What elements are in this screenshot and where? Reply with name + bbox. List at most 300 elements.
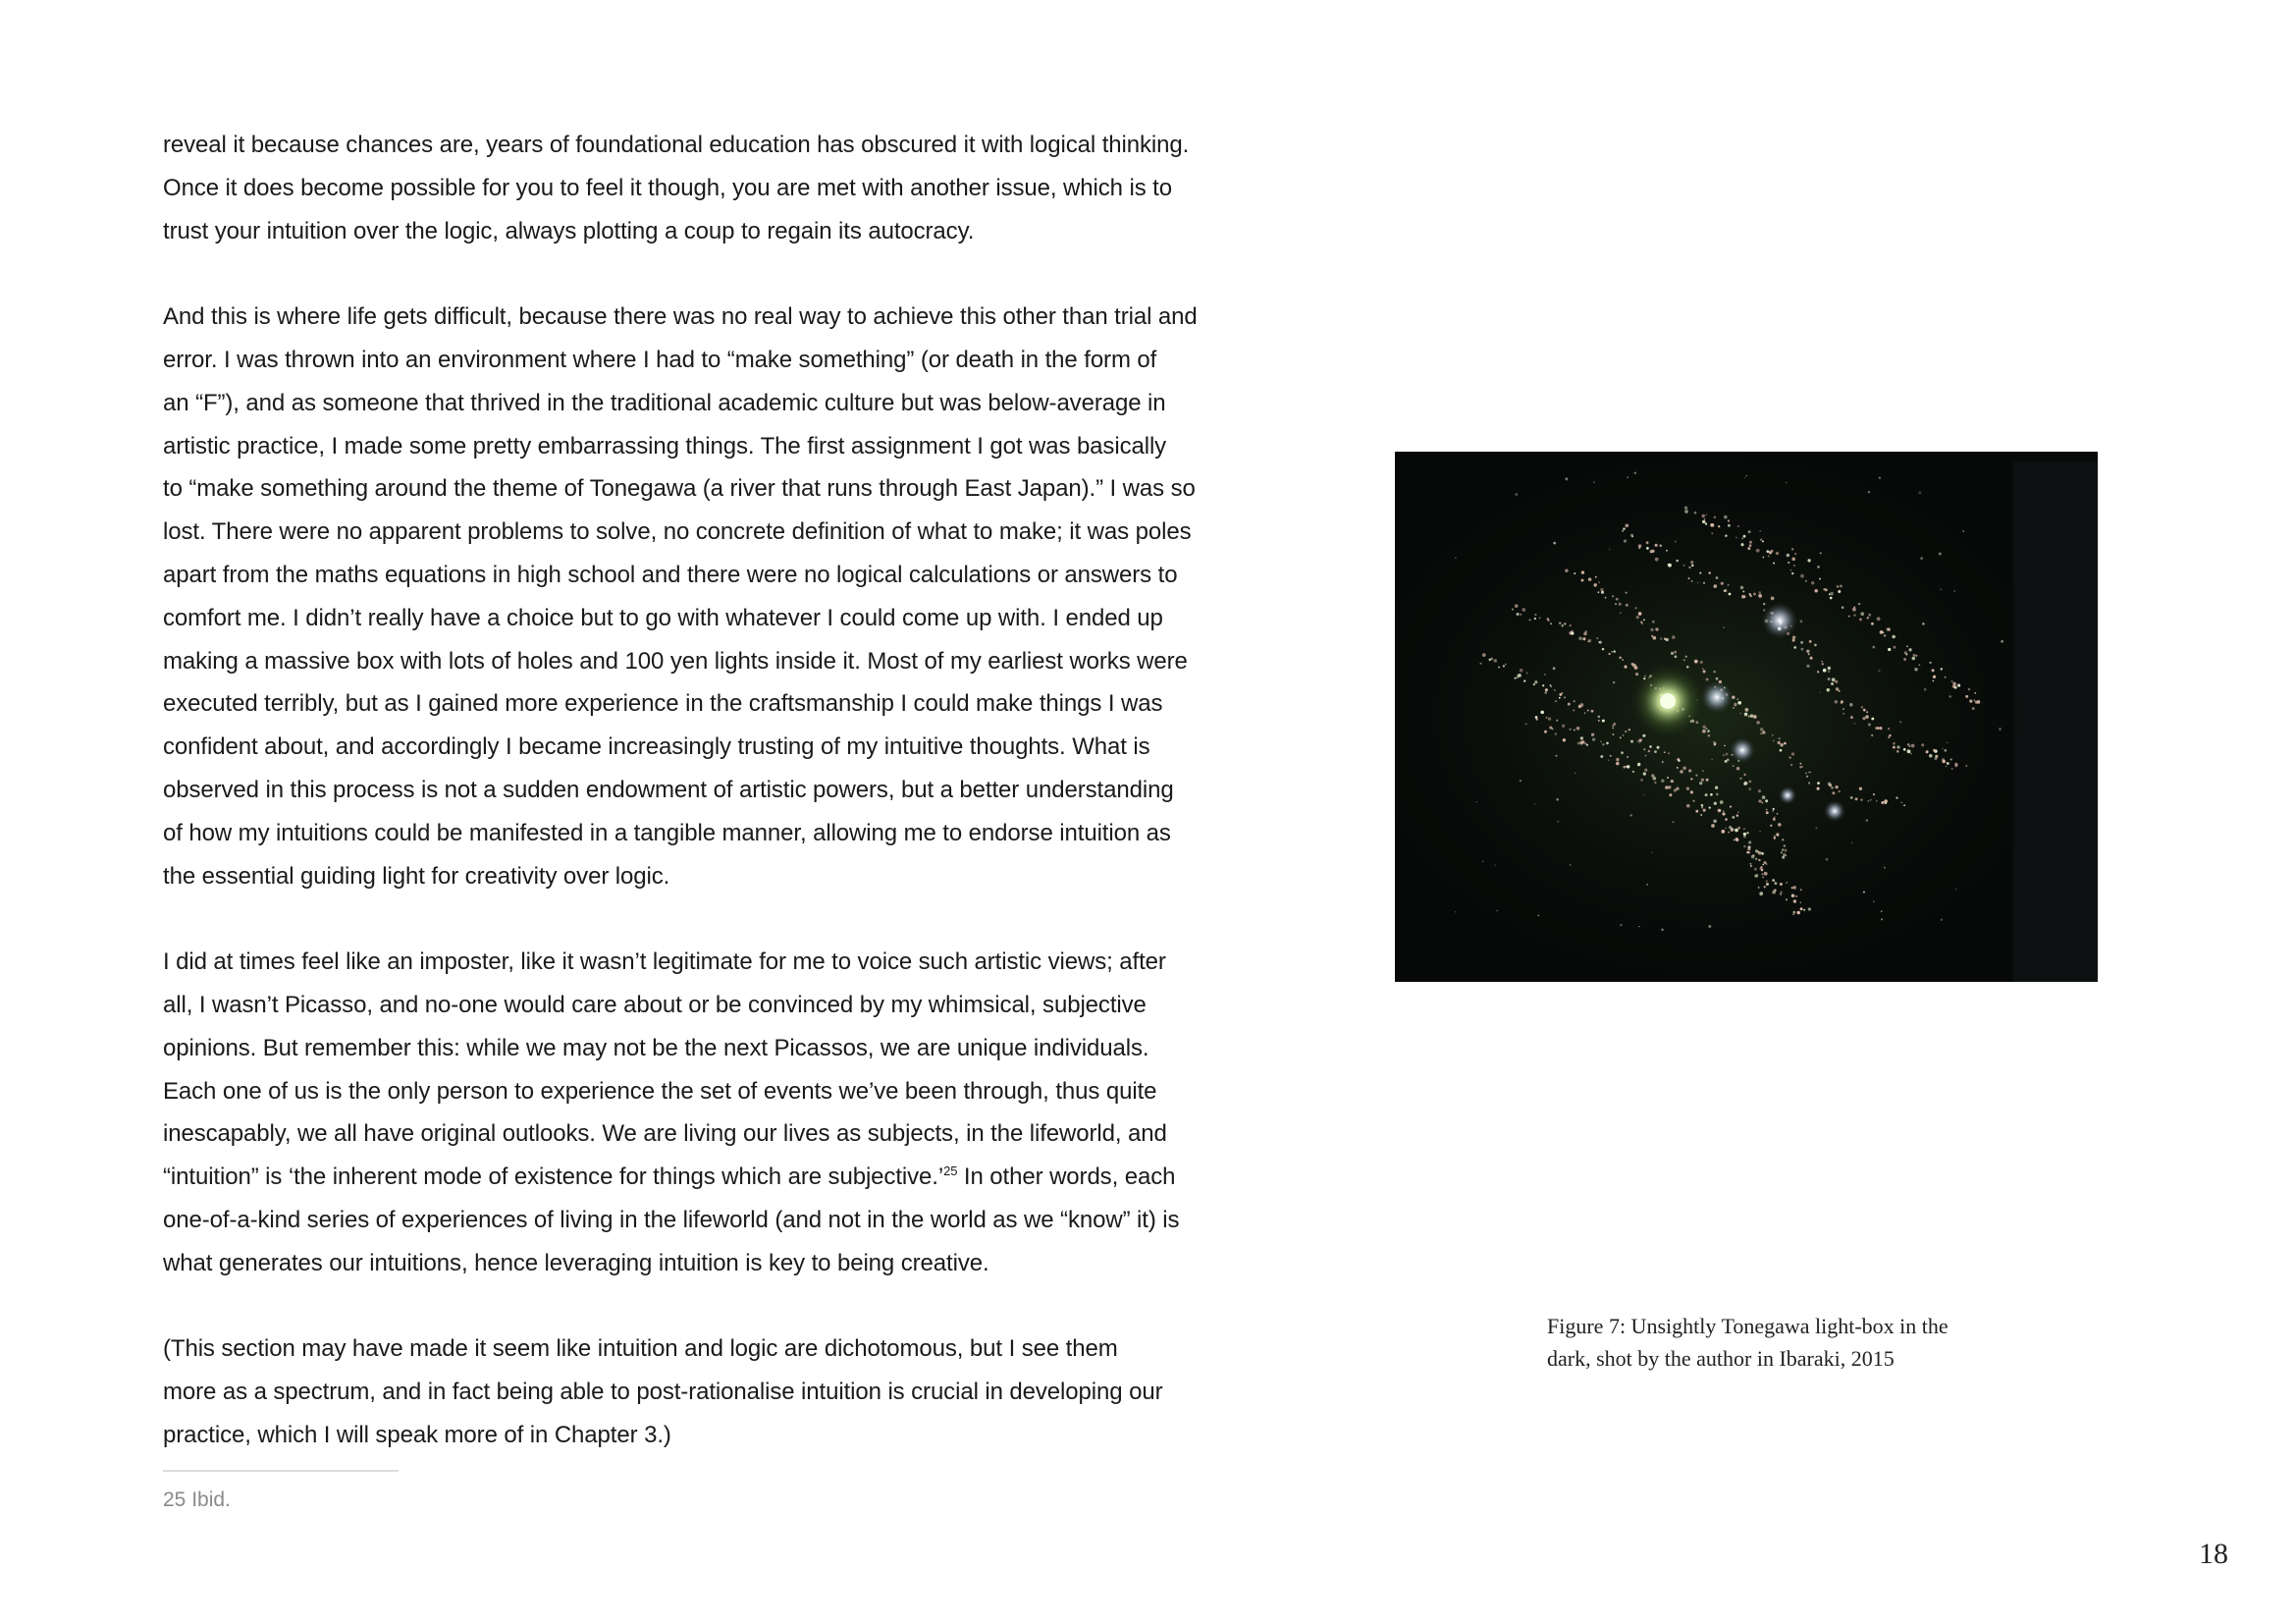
pinhole-dot bbox=[1612, 595, 1614, 597]
pinhole-dot bbox=[1965, 765, 1967, 767]
pinhole-dot bbox=[1859, 619, 1862, 622]
pinhole-dot bbox=[1544, 674, 1546, 676]
pinhole-dot bbox=[1652, 852, 1653, 853]
pinhole-dot bbox=[1851, 841, 1853, 843]
pinhole-dot bbox=[1539, 618, 1541, 620]
pinhole-dot bbox=[1659, 544, 1662, 547]
pinhole-dot bbox=[1684, 507, 1688, 511]
pinhole-dot bbox=[1751, 855, 1755, 859]
pinhole-dot bbox=[1587, 710, 1589, 712]
pinhole-dot bbox=[1552, 728, 1554, 730]
pinhole-dot bbox=[1557, 821, 1559, 823]
pinhole-dot bbox=[1529, 619, 1531, 621]
pinhole-dot bbox=[1877, 617, 1881, 621]
pinhole-dot bbox=[1714, 516, 1716, 518]
pinhole-dot bbox=[1729, 826, 1732, 829]
pinhole-dot bbox=[1699, 782, 1702, 785]
pinhole-dot bbox=[1748, 716, 1750, 718]
pinhole-dot bbox=[1750, 714, 1753, 717]
pinhole-dot bbox=[1951, 680, 1953, 682]
pinhole-dot bbox=[1754, 874, 1757, 877]
text-line: apart from the maths equations in high school and there were no logical calculations or answers to bbox=[163, 561, 1178, 588]
pinhole-dot bbox=[1853, 607, 1855, 609]
pinhole-dot bbox=[1827, 688, 1830, 691]
pinhole-dot bbox=[1514, 677, 1516, 679]
bright-light-core bbox=[1660, 693, 1676, 709]
text-line: confident about, and accordingly I became increasingly trusting of my intuitive thoughts. What is bbox=[163, 733, 1150, 761]
pinhole-dot bbox=[1668, 752, 1670, 754]
pinhole-dot bbox=[1708, 571, 1710, 573]
pinhole-dot bbox=[1650, 628, 1653, 631]
pinhole-dot bbox=[1912, 657, 1916, 661]
text-line: the essential guiding light for creativity over logic. bbox=[163, 862, 670, 890]
pinhole-dot bbox=[1808, 782, 1810, 784]
pinhole-dot bbox=[1632, 664, 1636, 668]
pinhole-dot bbox=[1810, 657, 1813, 660]
pinhole-dot bbox=[1743, 595, 1746, 598]
pinhole-dot bbox=[1717, 809, 1720, 812]
pinhole-dot bbox=[1784, 849, 1787, 852]
pinhole-dot bbox=[1744, 477, 1745, 478]
pinhole-dot bbox=[1701, 779, 1704, 782]
pinhole-dot bbox=[1743, 845, 1745, 847]
paragraph-4 bbox=[163, 1327, 1253, 1456]
pinhole-dot bbox=[1918, 491, 1921, 494]
pinhole-dot bbox=[1762, 731, 1766, 734]
pinhole-dot bbox=[1799, 763, 1801, 765]
pinhole-dot bbox=[1808, 653, 1810, 655]
pinhole-dot bbox=[1668, 564, 1672, 568]
pinhole-dot bbox=[1777, 813, 1779, 815]
pinhole-dot bbox=[1741, 537, 1743, 539]
pinhole-dot bbox=[1805, 773, 1807, 775]
pinhole-dot bbox=[1701, 806, 1703, 808]
pinhole-dot bbox=[1946, 766, 1947, 767]
pinhole-dot bbox=[1764, 872, 1768, 876]
text-line: to “make something around the theme of Tonegawa (a river that runs through East Japan).” I was so bbox=[163, 475, 1196, 503]
pinhole-dot bbox=[1858, 603, 1861, 606]
pinhole-dot bbox=[1706, 779, 1709, 782]
pinhole-dot bbox=[1800, 889, 1802, 891]
pinhole-dot bbox=[1686, 804, 1690, 808]
pinhole-dot bbox=[1762, 795, 1766, 799]
pinhole-dot bbox=[1550, 623, 1552, 624]
text-line: more as a spectrum, and in fact being able to post-rationalise intuition is crucial in developing our bbox=[163, 1379, 1163, 1406]
pinhole-dot bbox=[1568, 703, 1571, 706]
pinhole-dot bbox=[1932, 669, 1935, 672]
pinhole-dot bbox=[1793, 565, 1795, 567]
text-continuation: In other words, each bbox=[957, 1164, 1176, 1191]
pinhole-dot bbox=[1576, 727, 1580, 731]
pinhole-dot bbox=[1623, 527, 1625, 529]
pinhole-dot bbox=[1835, 700, 1838, 703]
pinhole-dot bbox=[1555, 700, 1557, 702]
pinhole-dot bbox=[1850, 716, 1853, 719]
pinhole-dot bbox=[1750, 595, 1752, 597]
pinhole-dot bbox=[1713, 671, 1716, 674]
pinhole-dot bbox=[1724, 590, 1726, 592]
pinhole-dot bbox=[1906, 645, 1908, 647]
text-line: inescapably, we all have original outlooks. We are living our lives as subjects, in the lifeworld, and bbox=[163, 1120, 1167, 1148]
pinhole-dot bbox=[1542, 684, 1544, 686]
pinhole-dot bbox=[1888, 648, 1891, 651]
pinhole-dot bbox=[1593, 583, 1596, 586]
pinhole-dot bbox=[1644, 769, 1647, 772]
pinhole-dot bbox=[1747, 547, 1750, 550]
pinhole-dot bbox=[1685, 656, 1687, 658]
pinhole-dot bbox=[1688, 577, 1690, 579]
pinhole-dot bbox=[1705, 522, 1707, 524]
pinhole-dot bbox=[1649, 745, 1652, 748]
pinhole-dot bbox=[2001, 640, 2003, 643]
pinhole-dot bbox=[1865, 715, 1869, 719]
pinhole-dot bbox=[1780, 891, 1782, 893]
pinhole-dot bbox=[1611, 651, 1613, 653]
pinhole-dot bbox=[1534, 680, 1537, 683]
pinhole-dot bbox=[1881, 801, 1884, 804]
pinhole-dot bbox=[1559, 697, 1561, 699]
pinhole-dot bbox=[1615, 603, 1617, 605]
pinhole-dot bbox=[1903, 748, 1906, 751]
pinhole-dot bbox=[1704, 518, 1706, 520]
pinhole-dot bbox=[1643, 772, 1646, 775]
pinhole-dot bbox=[1792, 886, 1796, 890]
pinhole-dot bbox=[1649, 550, 1652, 553]
pinhole-dot bbox=[1547, 618, 1550, 621]
pinhole-dot bbox=[1853, 723, 1855, 725]
pinhole-dot bbox=[1784, 742, 1787, 745]
pinhole-dot bbox=[1683, 659, 1685, 661]
pinhole-dot bbox=[1942, 747, 1944, 749]
pinhole-dot bbox=[1887, 627, 1890, 630]
pinhole-dot bbox=[1664, 751, 1666, 753]
pinhole-dot bbox=[1525, 723, 1527, 725]
pinhole-dot bbox=[1761, 873, 1763, 875]
pinhole-dot bbox=[1520, 780, 1522, 782]
pinhole-dot bbox=[1708, 925, 1711, 928]
pinhole-dot bbox=[1535, 614, 1537, 616]
pinhole-dot bbox=[1836, 687, 1840, 691]
pinhole-dot bbox=[1867, 617, 1870, 620]
pinhole-dot bbox=[1772, 734, 1774, 736]
pinhole-dot bbox=[1969, 700, 1972, 703]
pinhole-dot bbox=[1951, 768, 1953, 770]
pinhole-dot bbox=[1801, 766, 1803, 768]
pinhole-dot bbox=[1657, 746, 1660, 749]
pinhole-dot bbox=[1896, 750, 1899, 753]
pinhole-dot bbox=[1835, 680, 1838, 683]
pinhole-dot bbox=[1933, 749, 1936, 752]
pinhole-dot bbox=[1806, 665, 1809, 668]
pinhole-dot bbox=[1760, 539, 1762, 541]
pinhole-dot bbox=[1739, 713, 1741, 715]
pinhole-dot bbox=[1639, 738, 1642, 741]
pinhole-dot bbox=[1573, 709, 1575, 711]
pinhole-dot bbox=[1476, 801, 1477, 802]
pinhole-dot bbox=[1494, 659, 1498, 663]
pinhole-dot bbox=[1559, 622, 1562, 624]
pinhole-dot bbox=[1716, 793, 1719, 796]
pinhole-dot bbox=[1709, 806, 1711, 808]
pinhole-dot bbox=[1780, 883, 1783, 886]
pinhole-dot bbox=[1556, 720, 1558, 722]
pinhole-dot bbox=[1580, 703, 1584, 707]
pinhole-dot bbox=[1791, 572, 1793, 574]
pinhole-dot bbox=[1718, 525, 1720, 527]
pinhole-dot bbox=[1638, 544, 1641, 547]
body-text bbox=[163, 124, 1253, 1500]
pinhole-dot bbox=[1554, 689, 1556, 691]
text-line: (This section may have made it seem like intuition and logic are dichotomous, but I see them bbox=[163, 1335, 1118, 1363]
pinhole-dot bbox=[1706, 514, 1708, 516]
pinhole-dot bbox=[1495, 864, 1496, 865]
pinhole-dot bbox=[1455, 557, 1456, 558]
pinhole-dot bbox=[1691, 565, 1693, 567]
pinhole-dot bbox=[1780, 743, 1783, 746]
pinhole-dot bbox=[1748, 530, 1751, 533]
text-line: error. I was thrown into an environment where I had to “make something” (or death in the form of bbox=[163, 346, 1157, 373]
pinhole-dot bbox=[1655, 627, 1658, 630]
pinhole-dot bbox=[1820, 692, 1821, 693]
pinhole-dot bbox=[1711, 824, 1715, 828]
caption-line: Figure 7: Unsightly Tonegawa light-box in the bbox=[1547, 1314, 1949, 1338]
pinhole-dot bbox=[1761, 869, 1764, 872]
pinhole-dot bbox=[1707, 730, 1710, 732]
pinhole-dot bbox=[1612, 727, 1614, 729]
pinhole-dot bbox=[1728, 832, 1730, 834]
pinhole-dot bbox=[1957, 684, 1960, 687]
pinhole-dot bbox=[1743, 836, 1746, 839]
pinhole-dot bbox=[1555, 732, 1558, 735]
pinhole-dot bbox=[1760, 866, 1762, 868]
pinhole-dot bbox=[1522, 608, 1525, 612]
pinhole-dot bbox=[1591, 733, 1594, 736]
pinhole-dot bbox=[1822, 663, 1824, 665]
pinhole-dot bbox=[1773, 818, 1776, 821]
pinhole-dot bbox=[1911, 744, 1915, 748]
light-point bbox=[1823, 799, 1846, 823]
pinhole-dot bbox=[1535, 716, 1538, 719]
pinhole-dot bbox=[1749, 541, 1752, 544]
pinhole-dot bbox=[1749, 781, 1752, 784]
pinhole-dot bbox=[1621, 751, 1624, 754]
pinhole-dot bbox=[1574, 572, 1575, 574]
pinhole-dot bbox=[1972, 707, 1975, 710]
pinhole-dot bbox=[1789, 757, 1791, 759]
pinhole-dot bbox=[1915, 655, 1917, 657]
pinhole-dot bbox=[1682, 767, 1686, 771]
pinhole-dot bbox=[1655, 558, 1659, 562]
pinhole-dot bbox=[1620, 612, 1622, 614]
pinhole-dot bbox=[1646, 541, 1649, 544]
pinhole-dot bbox=[1762, 864, 1764, 866]
pinhole-dot bbox=[1553, 542, 1556, 545]
pinhole-dot bbox=[1903, 804, 1905, 806]
pinhole-dot bbox=[1564, 623, 1566, 624]
pinhole-dot bbox=[1894, 646, 1896, 649]
pinhole-dot bbox=[1841, 701, 1843, 704]
pinhole-dot bbox=[1735, 839, 1738, 841]
pinhole-dot bbox=[1758, 594, 1762, 598]
pinhole-dot bbox=[1749, 544, 1752, 547]
text-line: opinions. But remember this: while we may not be the next Picassos, we are unique individuals. bbox=[163, 1034, 1149, 1061]
paragraph-1 bbox=[163, 124, 1253, 252]
pinhole-dot bbox=[1792, 635, 1796, 639]
pinhole-dot bbox=[1933, 676, 1936, 678]
text-line: making a massive box with lots of holes and 100 yen lights inside it. Most of my earliest works were bbox=[163, 647, 1188, 675]
pinhole-dot bbox=[1876, 800, 1878, 802]
pinhole-dot bbox=[1953, 682, 1957, 686]
text-line: trust your intuition over the logic, always plotting a coup to regain its autocracy. bbox=[163, 217, 975, 244]
pinhole-dot bbox=[1809, 772, 1811, 774]
pinhole-dot bbox=[1786, 482, 1788, 484]
pinhole-dot bbox=[1947, 741, 1949, 743]
pinhole-dot bbox=[1602, 720, 1605, 723]
pinhole-dot bbox=[1737, 701, 1741, 705]
pinhole-dot bbox=[1766, 550, 1769, 553]
pinhole-dot bbox=[1773, 740, 1775, 742]
footnote-reference[interactable]: 25 bbox=[943, 1164, 958, 1179]
pinhole-dot bbox=[1695, 775, 1697, 777]
pinhole-dot bbox=[1782, 856, 1785, 859]
pinhole-dot bbox=[1676, 560, 1679, 563]
pinhole-dot bbox=[1574, 730, 1575, 731]
pinhole-dot bbox=[1954, 686, 1957, 689]
pinhole-dot bbox=[1877, 727, 1880, 730]
pinhole-dot bbox=[1866, 711, 1868, 713]
pinhole-dot bbox=[1652, 621, 1655, 623]
pinhole-dot bbox=[1578, 636, 1582, 640]
pinhole-dot bbox=[1940, 589, 1941, 590]
pinhole-dot bbox=[1695, 810, 1698, 813]
pinhole-dot bbox=[1581, 579, 1584, 582]
text-line: comfort me. I didn’t really have a choice but to go with whatever I could come up with. I ended up bbox=[163, 604, 1163, 631]
pinhole-dot bbox=[1616, 762, 1620, 766]
pinhole-dot bbox=[1872, 646, 1875, 649]
pinhole-dot bbox=[1939, 553, 1942, 556]
pinhole-dot bbox=[1648, 750, 1651, 753]
pinhole-dot bbox=[1595, 576, 1597, 578]
pinhole-dot bbox=[1512, 609, 1514, 611]
pinhole-dot bbox=[1781, 851, 1783, 853]
pinhole-dot bbox=[1819, 578, 1821, 580]
text-line: an “F”), and as someone that thrived in the traditional academic culture but was below-average in bbox=[163, 389, 1166, 416]
pinhole-dot bbox=[1790, 569, 1792, 571]
pinhole-dot bbox=[1489, 659, 1492, 662]
pinhole-dot bbox=[1955, 889, 1956, 890]
pinhole-dot bbox=[1586, 744, 1588, 746]
pinhole-dot bbox=[1744, 713, 1748, 717]
pinhole-dot bbox=[1676, 787, 1680, 791]
pinhole-dot bbox=[1715, 786, 1718, 789]
pinhole-dot bbox=[1740, 586, 1743, 589]
pinhole-dot bbox=[1713, 584, 1717, 588]
pinhole-dot bbox=[1668, 785, 1672, 789]
pinhole-dot bbox=[1905, 654, 1907, 656]
pinhole-dot bbox=[1884, 634, 1887, 637]
pinhole-dot bbox=[1536, 718, 1538, 720]
text-line: of how my intuitions could be manifested in a tangible manner, allowing me to endorse intuition as bbox=[163, 819, 1171, 846]
pinhole-dot bbox=[1871, 623, 1874, 625]
pinhole-dot bbox=[1703, 809, 1706, 812]
pinhole-dot bbox=[1965, 695, 1968, 698]
pinhole-dot bbox=[1907, 743, 1909, 745]
pinhole-dot bbox=[1782, 848, 1784, 850]
pinhole-dot bbox=[1811, 581, 1814, 584]
pinhole-dot bbox=[1565, 568, 1568, 571]
pinhole-dot bbox=[1645, 755, 1647, 757]
pinhole-dot bbox=[1520, 669, 1523, 673]
pinhole-dot bbox=[1908, 745, 1910, 747]
pinhole-dot bbox=[1737, 827, 1740, 830]
pinhole-dot bbox=[1612, 733, 1614, 735]
pinhole-dot bbox=[1871, 718, 1874, 721]
pinhole-dot bbox=[1871, 734, 1873, 736]
pinhole-dot bbox=[1632, 771, 1634, 773]
pinhole-dot bbox=[1860, 799, 1862, 801]
pinhole-dot bbox=[1723, 626, 1725, 628]
pinhole-dot bbox=[1828, 667, 1831, 670]
pinhole-dot bbox=[1766, 811, 1769, 814]
pinhole-dot bbox=[1941, 668, 1943, 670]
pinhole-dot bbox=[1888, 728, 1890, 730]
page-number: 18 bbox=[2199, 1538, 2228, 1570]
pinhole-dot bbox=[1723, 810, 1725, 812]
text-line: what generates our intuitions, hence leveraging intuition is key to being creative. bbox=[163, 1249, 989, 1276]
pinhole-dot bbox=[1574, 700, 1575, 702]
text-line: practice, which I will speak more of in Chapter 3.) bbox=[163, 1421, 671, 1448]
pinhole-dot bbox=[1779, 737, 1781, 739]
text-line-with-footnote bbox=[163, 1156, 1253, 1199]
pinhole-dot bbox=[1908, 648, 1911, 651]
pinhole-dot bbox=[1800, 621, 1803, 623]
pinhole-dot bbox=[1575, 773, 1576, 775]
pinhole-dot bbox=[1792, 911, 1795, 914]
pinhole-dot bbox=[1702, 770, 1704, 772]
pinhole-dot bbox=[1540, 711, 1544, 715]
pinhole-dot bbox=[1772, 879, 1774, 881]
pinhole-dot bbox=[1703, 670, 1705, 672]
pinhole-dot bbox=[1743, 833, 1746, 836]
pinhole-dot bbox=[1762, 877, 1764, 879]
pinhole-dot bbox=[1766, 880, 1768, 882]
pinhole-dot bbox=[1791, 752, 1794, 755]
pinhole-dot bbox=[1761, 852, 1764, 855]
pinhole-dot bbox=[1842, 606, 1844, 609]
pinhole-dot bbox=[1616, 598, 1619, 601]
pinhole-dot bbox=[1702, 730, 1706, 733]
pinhole-dot bbox=[1821, 661, 1823, 663]
pinhole-dot bbox=[1725, 828, 1727, 830]
pinhole-dot bbox=[1760, 728, 1764, 731]
pinhole-dot bbox=[1737, 811, 1738, 812]
pinhole-dot bbox=[1728, 524, 1731, 527]
pinhole-dot bbox=[1739, 778, 1741, 780]
pinhole-dot bbox=[1662, 761, 1664, 763]
pinhole-dot bbox=[1800, 907, 1803, 910]
pinhole-dot bbox=[1853, 614, 1855, 616]
pinhole-dot bbox=[1764, 886, 1766, 888]
pinhole-dot bbox=[1623, 734, 1625, 736]
pinhole-dot bbox=[1740, 543, 1743, 546]
pinhole-dot bbox=[1919, 664, 1921, 666]
pinhole-dot bbox=[1808, 907, 1811, 910]
pinhole-dot bbox=[1763, 603, 1765, 605]
pinhole-dot bbox=[1766, 809, 1768, 811]
pinhole-dot bbox=[1564, 696, 1566, 698]
pinhole-dot bbox=[1666, 638, 1669, 641]
pinhole-dot bbox=[1823, 669, 1827, 673]
